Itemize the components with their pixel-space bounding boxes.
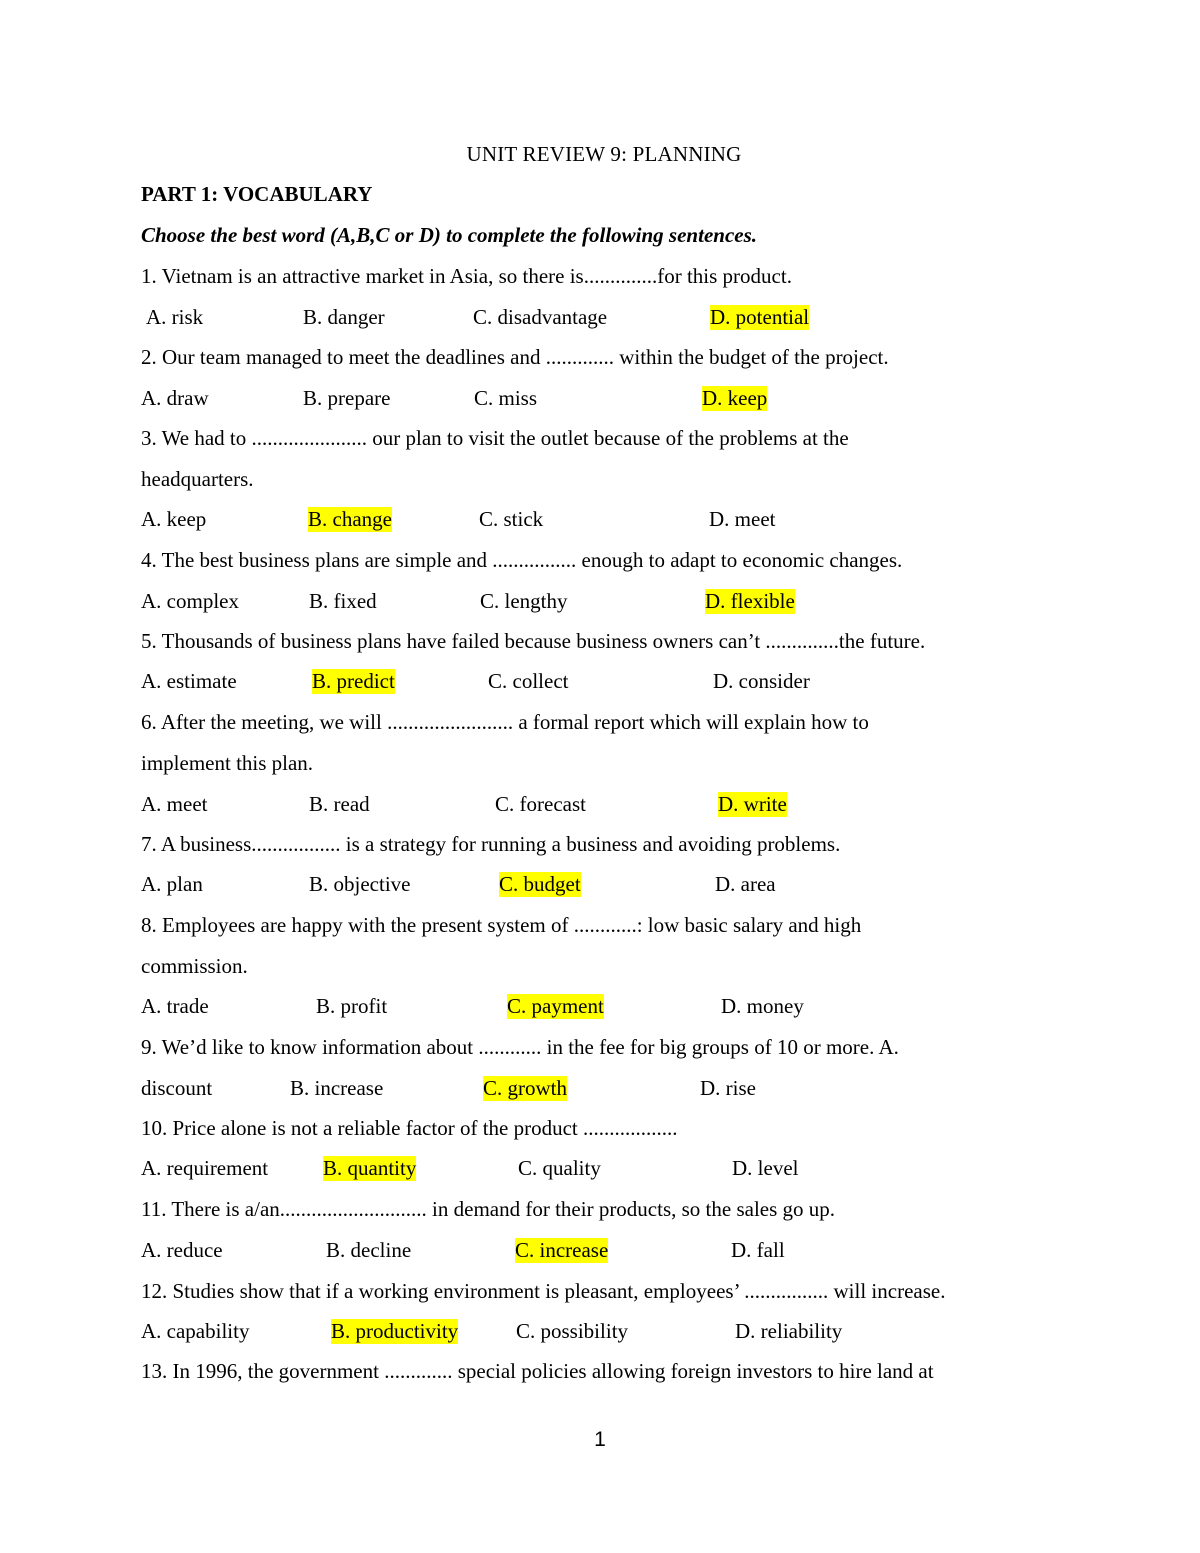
question-7-text: 7. A business................. is a strategy for running a business and avoiding problems. — [141, 832, 841, 856]
question-8-text-continued: commission. — [141, 954, 248, 978]
question-11-text: 11. There is a/an............................ in demand for their products, so the sales go up. — [141, 1197, 836, 1221]
page-number: 1 — [594, 1428, 606, 1451]
question-6-option-b: B. read — [309, 792, 370, 816]
question-4-option-a: A. complex — [141, 589, 239, 613]
question-9-option-d: D. rise — [700, 1076, 756, 1100]
question-6-text-continued: implement this plan. — [141, 751, 314, 775]
question-12-text: 12. Studies show that if a working environment is pleasant, employees’ ................ will increase. — [141, 1279, 946, 1303]
question-10-option-b-highlighted: B. quantity — [323, 1156, 417, 1180]
question-1-text: 1. Vietnam is an attractive market in Asia, so there is..............for this product. — [141, 264, 792, 288]
question-6-option-a: A. meet — [141, 792, 208, 816]
question-5-text: 5. Thousands of business plans have failed because business owners can’t ..............the future. — [141, 629, 926, 653]
question-11-option-d: D. fall — [731, 1238, 785, 1262]
question-5-option-a: A. estimate — [141, 669, 237, 693]
question-3-text: 3. We had to ...................... our plan to visit the outlet because of the problems at the — [141, 426, 849, 450]
question-4-option-c: C. lengthy — [480, 589, 568, 613]
question-1-option-b: B. danger — [303, 305, 385, 329]
question-8-option-c-highlighted: C. payment — [507, 994, 604, 1018]
question-7-option-c-highlighted: C. budget — [499, 872, 581, 896]
instruction-text: Choose the best word (A,B,C or D) to complete the following sentences. — [141, 223, 758, 247]
question-12-option-d: D. reliability — [735, 1319, 843, 1343]
question-6-option-c: C. forecast — [495, 792, 586, 816]
question-11-option-c-highlighted: C. increase — [515, 1238, 609, 1262]
question-2-option-d-highlighted: D. keep — [702, 386, 768, 410]
question-10-option-d: D. level — [732, 1156, 799, 1180]
question-3-option-b-highlighted: B. change — [308, 507, 392, 531]
question-2-option-a: A. draw — [141, 386, 209, 410]
question-1-option-c: C. disadvantage — [473, 305, 608, 329]
question-4-option-b: B. fixed — [309, 589, 377, 613]
question-1-option-a: A. risk — [146, 305, 204, 329]
part-heading: PART 1: VOCABULARY — [141, 182, 373, 206]
question-11-option-a: A. reduce — [141, 1238, 223, 1262]
question-1-option-d-highlighted: D. potential — [710, 305, 810, 329]
question-12-option-a: A. capability — [141, 1319, 250, 1343]
question-7-option-b: B. objective — [309, 872, 411, 896]
document-title: UNIT REVIEW 9: PLANNING — [466, 142, 742, 166]
question-12-option-c: C. possibility — [516, 1319, 629, 1343]
question-2-option-b: B. prepare — [303, 386, 391, 410]
question-7-option-a: A. plan — [141, 872, 203, 896]
question-8-option-b: B. profit — [316, 994, 388, 1018]
question-5-option-d: D. consider — [713, 669, 810, 693]
question-3-text-continued: headquarters. — [141, 467, 254, 491]
question-12-option-b-highlighted: B. productivity — [331, 1319, 459, 1343]
question-11-option-b: B. decline — [326, 1238, 412, 1262]
question-3-option-c: C. stick — [479, 507, 544, 531]
question-5-option-c: C. collect — [488, 669, 569, 693]
question-4-text: 4. The best business plans are simple and ................ enough to adapt to economic changes. — [141, 548, 903, 572]
question-9-text: 9. We’d like to know information about ............ in the fee for big groups of 10 or more. A. — [141, 1035, 899, 1059]
question-2-option-c: C. miss — [474, 386, 538, 410]
question-6-text: 6. After the meeting, we will ........................ a formal report which will explain how to — [141, 710, 869, 734]
question-3-option-a: A. keep — [141, 507, 207, 531]
question-10-option-c: C. quality — [518, 1156, 601, 1180]
question-9-option-a: discount — [141, 1076, 213, 1100]
question-6-option-d-highlighted: D. write — [718, 792, 787, 816]
question-4-option-d-highlighted: D. flexible — [705, 589, 795, 613]
question-8-text: 8. Employees are happy with the present system of ............: low basic salary and high — [141, 913, 862, 937]
question-3-option-d: D. meet — [709, 507, 776, 531]
question-2-text: 2. Our team managed to meet the deadlines and ............. within the budget of the project. — [141, 345, 889, 369]
question-7-option-d: D. area — [715, 872, 776, 896]
question-10-text: 10. Price alone is not a reliable factor of the product .................. — [141, 1116, 678, 1140]
question-8-option-a: A. trade — [141, 994, 209, 1018]
question-5-option-b-highlighted: B. predict — [312, 669, 395, 693]
question-9-option-c-highlighted: C. growth — [483, 1076, 567, 1100]
question-9-option-b: B. increase — [290, 1076, 384, 1100]
question-8-option-d: D. money — [721, 994, 804, 1018]
question-10-option-a: A. requirement — [141, 1156, 269, 1180]
question-13-text: 13. In 1996, the government ............. special policies allowing foreign investors to hire land at — [141, 1359, 934, 1383]
